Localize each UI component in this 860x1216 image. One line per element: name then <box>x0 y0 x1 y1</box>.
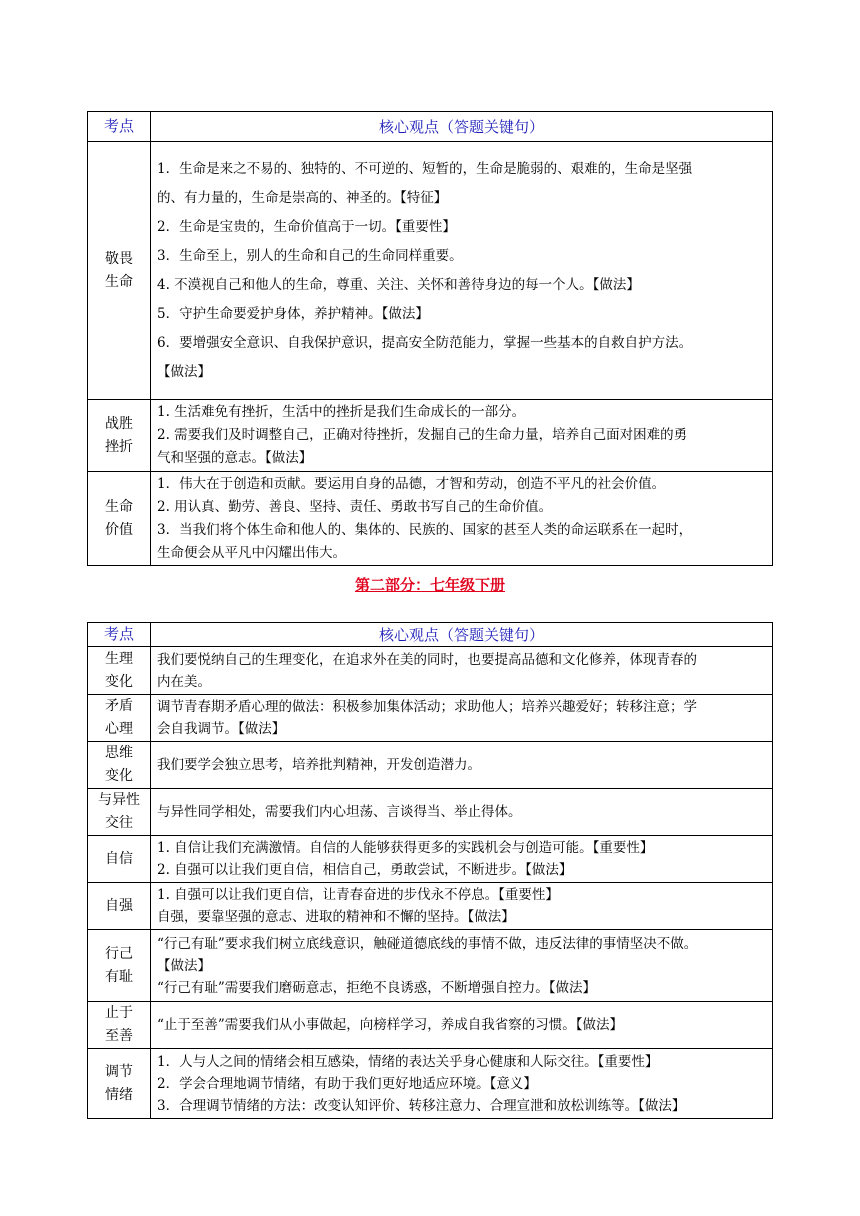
point-line: “止于至善”需要我们从小事做起，向榜样学习，养成自我省察的习惯。【做法】 <box>157 1017 624 1033</box>
table-row <box>88 742 773 789</box>
topic-text: 战胜 <box>105 415 133 432</box>
table-header-row <box>88 623 773 647</box>
table-row <box>88 142 773 400</box>
header-core-points: 核心观点（答题关键句） <box>151 112 773 142</box>
table-row <box>88 400 773 472</box>
table-row <box>88 647 773 695</box>
topic-text: 至善 <box>105 1028 133 1044</box>
table-row <box>88 930 773 1002</box>
topic-text: 变化 <box>105 768 133 784</box>
point-line: 【做法】 <box>157 363 211 380</box>
table-row <box>88 695 773 742</box>
point-line: 自强，要靠坚强的意志、进取的精神和不懈的坚持。【做法】 <box>157 909 515 925</box>
table-row <box>88 1049 773 1119</box>
topic-cell <box>88 400 151 472</box>
topic-text: 有耻 <box>105 968 133 985</box>
points-cell <box>151 472 773 566</box>
topic-text: 变化 <box>105 673 133 690</box>
point-line: 生命便会从平凡中闪耀出伟大。 <box>157 544 346 561</box>
point-line: 会自我调节。【做法】 <box>157 721 286 737</box>
topic-text: 交往 <box>105 815 133 831</box>
topic-cell <box>88 836 151 883</box>
point-line: “行己有耻”要求我们树立底线意识，触碰道德底线的事情不做，违反法律的事情坚决不做。 <box>157 935 698 952</box>
topic-cell <box>88 695 151 742</box>
topic-text: 矛盾 <box>105 698 133 714</box>
point-line: 4. 不漠视自己和他人的生命，尊重、关注、关怀和善待身边的每一个人。【做法】 <box>157 276 640 293</box>
points-cell <box>151 742 773 789</box>
topic-text: 生命 <box>105 273 133 290</box>
point-line: 我们要学会独立思考，培养批判精神，开发创造潜力。 <box>157 757 481 773</box>
topic-text: 自信 <box>105 850 133 867</box>
header-topic: 考点 <box>88 112 151 142</box>
points-cell <box>151 1049 773 1119</box>
table-row <box>88 1002 773 1049</box>
table-grade7-part1 <box>87 111 773 566</box>
topic-cell <box>88 1002 151 1049</box>
point-line: 3．当我们将个体生命和他人的、集体的、民族的、国家的甚至人类的命运联系在一起时， <box>157 521 693 538</box>
topic-text: 心理 <box>105 721 133 737</box>
point-line: “行己有耻”需要我们磨砺意志，拒绝不良诱惑，不断增强自控力。【做法】 <box>157 979 597 996</box>
table-row <box>88 472 773 566</box>
point-line: 调节青春期矛盾心理的做法：积极参加集体活动；求助他人；培养兴趣爱好；转移注意；学 <box>157 699 697 715</box>
point-line: 2．学会合理地调节情绪，有助于我们更好地适应环境。【意义】 <box>157 1075 537 1092</box>
point-line: 1．伟大在于创造和贡献。要运用自身的品德，才智和劳动，创造不平凡的社会价值。 <box>157 475 666 492</box>
point-line: 1．生命是来之不易的、独特的、不可逆的、短暂的，生命是脆弱的、艰难的，生命是坚强 <box>157 160 693 177</box>
point-line: 3．合理调节情绪的方法：改变认知评价、转移注意力、合理宣泄和放松训练等。【做法】 <box>157 1097 686 1114</box>
point-line: 的、有力量的，生命是崇高的、神圣的。【特征】 <box>157 189 448 206</box>
topic-cell <box>88 883 151 930</box>
point-line: 2. 自强可以让我们更自信，相信自己，勇敢尝试，不断进步。【做法】 <box>157 862 573 878</box>
points-cell <box>151 695 773 742</box>
topic-text: 与异性 <box>98 792 140 808</box>
header-topic: 考点 <box>88 623 151 647</box>
point-line: 3．生命至上，别人的生命和自己的生命同样重要。 <box>157 247 463 264</box>
points-cell <box>151 789 773 836</box>
point-line: 1. 自强可以让我们更自信，让青春奋进的步伐永不停息。【重要性】 <box>157 887 559 903</box>
points-cell <box>151 400 773 472</box>
points-cell <box>151 883 773 930</box>
point-line: 内在美。 <box>157 673 211 690</box>
point-line: 5．守护生命要爱护身体，养护精神。【做法】 <box>157 305 429 322</box>
header-core-points: 核心观点（答题关键句） <box>151 623 773 647</box>
topic-text: 行己 <box>105 945 133 962</box>
table-row <box>88 789 773 836</box>
table-row <box>88 836 773 883</box>
topic-text: 生命 <box>105 498 133 515</box>
table-grade7-part2 <box>87 622 773 1119</box>
table-row <box>88 883 773 930</box>
point-line: 6．要增强安全意识、自我保护意识，提高安全防范能力，掌握一些基本的自救自护方法。 <box>157 334 693 351</box>
topic-text: 生理 <box>105 650 133 667</box>
section-title: 第二部分：七年级下册 <box>354 576 505 594</box>
point-line: 2．生命是宝贵的，生命价值高于一切。【重要性】 <box>157 218 456 235</box>
points-cell <box>151 647 773 695</box>
point-line: 与异性同学相处，需要我们内心坦荡、言谈得当、举止得体。 <box>157 804 522 820</box>
topic-cell <box>88 1049 151 1119</box>
topic-text: 思维 <box>105 745 133 761</box>
point-line: 【做法】 <box>157 957 211 974</box>
topic-text: 敬畏 <box>105 250 133 267</box>
topic-text: 调节 <box>105 1063 133 1080</box>
topic-cell <box>88 742 151 789</box>
topic-cell <box>88 930 151 1002</box>
point-line: 1．人与人之间的情绪会相互感染，情绪的表达关乎身心健康和人际交往。【重要性】 <box>157 1053 659 1070</box>
points-cell <box>151 836 773 883</box>
point-line: 2. 用认真、勤劳、善良、坚持、责任、勇敢书写自己的生命价值。 <box>157 498 553 515</box>
points-cell <box>151 142 773 400</box>
point-line: 1. 自信让我们充满激情。自信的人能够获得更多的实践机会与创造可能。【重要性】 <box>157 840 654 856</box>
topic-text: 自强 <box>105 897 133 914</box>
point-line: 气和坚强的意志。【做法】 <box>157 450 313 466</box>
topic-text: 止于 <box>105 1005 133 1021</box>
point-line: 2. 需要我们及时调整自己，正确对待挫折，发掘自己的生命力量，培养自己面对困难的勇 <box>157 427 688 443</box>
topic-cell <box>88 789 151 836</box>
point-line: 我们要悦纳自己的生理变化，在追求外在美的同时，也要提高品德和文化修养，体现青春的 <box>157 651 697 668</box>
topic-cell <box>88 647 151 695</box>
topic-cell <box>88 472 151 566</box>
topic-cell <box>88 142 151 400</box>
points-cell <box>151 1002 773 1049</box>
topic-text: 价值 <box>105 521 133 538</box>
topic-text: 挫折 <box>105 438 133 455</box>
points-cell <box>151 930 773 1002</box>
topic-text: 情绪 <box>105 1086 133 1103</box>
table-header-row <box>88 112 773 142</box>
point-line: 1. 生活难免有挫折，生活中的挫折是我们生命成长的一部分。 <box>157 404 526 420</box>
